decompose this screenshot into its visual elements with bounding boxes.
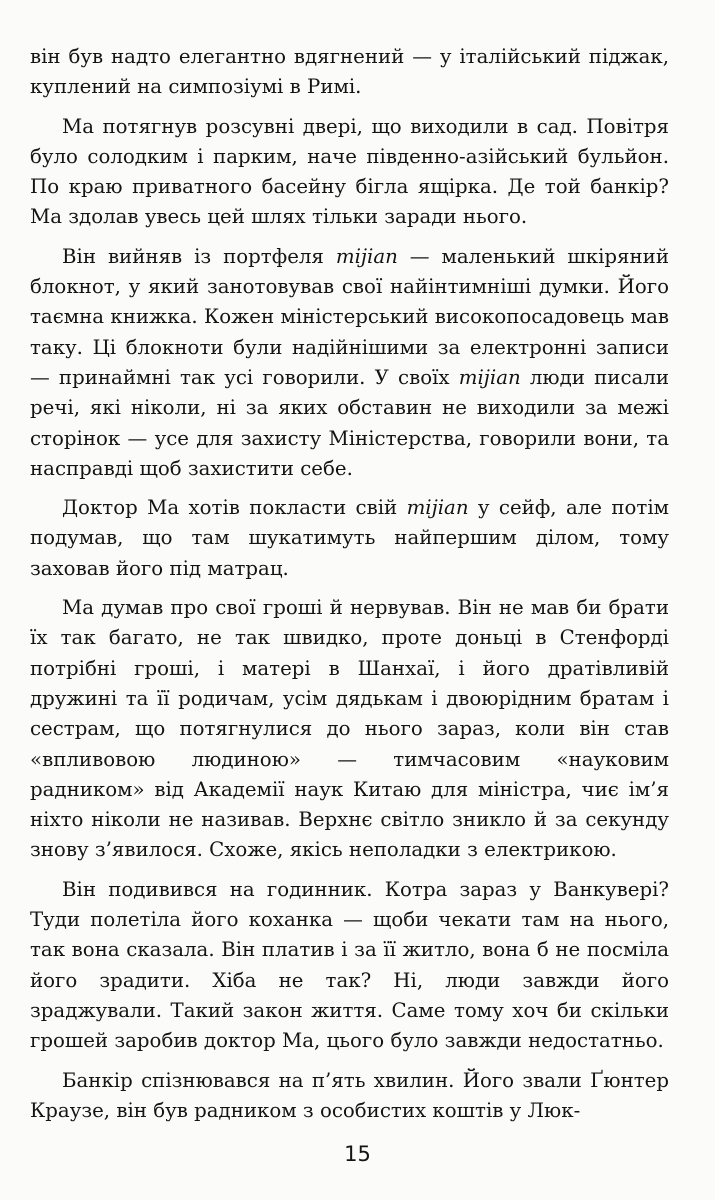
paragraph-2: Ма потягнув розсувні двері, що виходили в сад. Повітря було солодким і парким, наче південно-азійський бульйон. По краю приватного басейну бігла ящірка. Де той банкір? Ма здолав увесь цей шлях тільки заради нього.: [30, 114, 669, 229]
paragraph-7: Банкір спізнювався на п’ять хвилин. Його звали Ґюнтер Краузе, він був радником з особистих коштів у Люк-: [30, 1068, 669, 1122]
paragraph-4: Доктор Ма хотів покласти свій mijian у сейф, але потім подумав, що там шукатимуть найпершим ділом, тому заховав його під матрац.: [30, 496, 669, 580]
body-text: [30, 42, 669, 1126]
paragraph-5: Ма думав про свої гроші й нервував. Він не мав би брати їх так багато, не так швидко, проте доньці в Стенфорді потрібні гроші, і матері в Шанхаї, і його дратівливій дружині та її родичам, усім дядькам і двоюрідним братам і сестрам, що потягнулися до нього зараз, коли він став «впливовою людиною» — тимчасовим «науковим радником» від Академії наук Китаю для міністра, чиє ім’я ніхто ніколи не називав. Верхнє світло зникло й за секунду знову з’явилося. Схоже, якісь неполадки з електрикою.: [30, 596, 669, 862]
page-number: 15: [344, 1142, 371, 1166]
paragraph-3: Він вийняв із портфеля mijian — маленький шкіряний блокнот, у який занотовував свої найінтимніші думки. Його таємна книжка. Кожен міністерський високопосадовець мав таку. Ці блокноти були надійнішими за електронні записи — принаймні так усі говорили. У своїх mijian люди писали речі, які ніколи, ні за яких обставин не виходили за межі сторінок — усе для захисту Міністерства, говорили вони, та насправді щоб захистити себе.: [30, 244, 669, 480]
paragraph-6: Він подивився на годинник. Котра зараз у Ванкувері? Туди полетіла його коханка — щоби чекати там на нього, так вона сказала. Він платив і за її житло, вона б не посміла його зрадити. Хіба не так? Ні, люди завжди його зраджували. Такий закон життя. Саме тому хоч би скільки грошей заробив доктор Ма, цього було завжди недостатньо.: [30, 877, 669, 1053]
paragraph-1: він був надто елегантно вдягнений — у італійський піджак, куплений на симпозіумі в Римі.: [30, 45, 669, 99]
